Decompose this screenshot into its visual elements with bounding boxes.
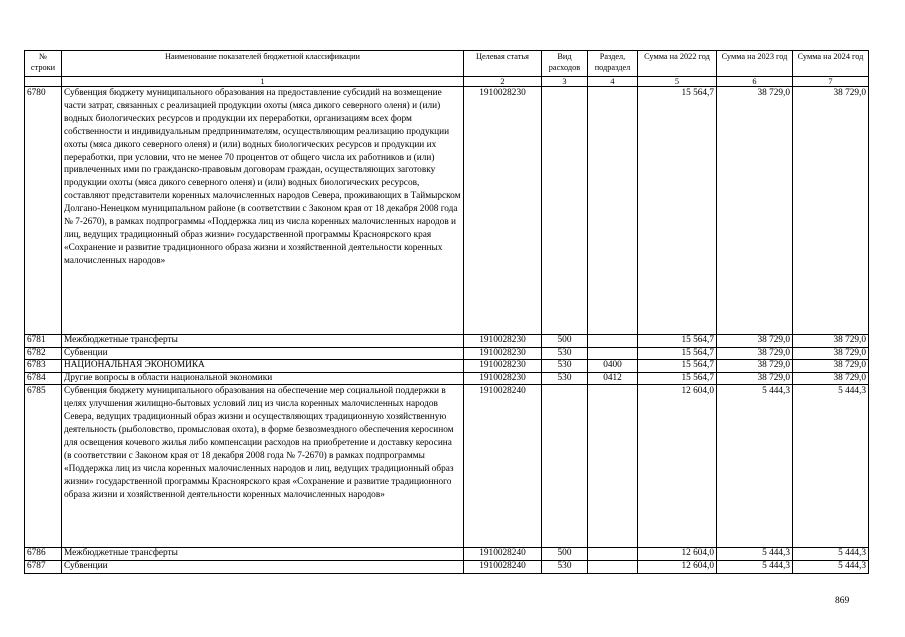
row-section <box>588 335 638 348</box>
row-number: 6781 <box>25 335 62 348</box>
row-sum-2024: 38 729,0 <box>793 372 869 385</box>
table-row <box>25 360 869 373</box>
page-number: 869 <box>835 596 850 606</box>
column-number: 3 <box>542 77 588 87</box>
row-section: 0400 <box>588 360 638 373</box>
row-name: Субвенция бюджету муниципального образования на предоставление субсидий на возмещение части затрат, связанных с реализацией продукции охоты (мяса дикого северного оленя) и (или) водных биологических ресурсов и продукции их переработки, организациям всех форм собственности и индивидуальным предпринимателям, осуществляющим реализацию продукции охоты (мяса дикого северного оленя) и (или) водных биологических ресурсов и продукции их переработки, при условии, что не менее 70 процентов от общего числа их работников и (или) привлеченных ими по гражданско-правовым договорам граждан, осуществляющих заготовку продукции охоты (мяса дикого северного оленя) и (или) водных биологических ресурсов, составляют представители коренных малочисленных народов Севера, проживающих в Таймырском Долгано-Ненецком муниципальном районе (в соответствии с Законом края от 18 декабря 2008 года № 7-2670), в рамках подпрограммы «Поддержка лиц из числа коренных малочисленных народов и лиц, ведущих традиционный образ жизни» государственной программы Красноярского края «Сохранение и развитие традиционного образа жизни и хозяйственной деятельности коренных малочисленных народов» <box>62 87 464 335</box>
row-sum-2024: 5 444,3 <box>793 548 869 561</box>
header-section: Раздел, подраздел <box>588 51 638 77</box>
row-name: Межбюджетные трансферты <box>62 548 464 561</box>
header-row-no: № строки <box>25 51 62 77</box>
header-sum-2023: Сумма на 2023 год <box>717 51 793 77</box>
header-row <box>25 51 869 77</box>
row-type: 530 <box>542 560 588 573</box>
row-name: Субвенции <box>62 560 464 573</box>
row-sum-2024: 38 729,0 <box>793 347 869 360</box>
row-sum-2024: 5 444,3 <box>793 560 869 573</box>
row-section: 0412 <box>588 372 638 385</box>
row-type <box>542 87 588 335</box>
header-name: Наименование показателей бюджетной классификации <box>62 51 464 77</box>
row-section <box>588 560 638 573</box>
row-sum-2023: 38 729,0 <box>717 347 793 360</box>
row-type: 500 <box>542 335 588 348</box>
row-target: 1910028240 <box>464 548 542 561</box>
header-target: Целевая статья <box>464 51 542 77</box>
column-number-row <box>25 77 869 87</box>
row-sum-2023: 38 729,0 <box>717 372 793 385</box>
row-type <box>542 385 588 548</box>
row-sum-2024: 38 729,0 <box>793 87 869 335</box>
row-number: 6784 <box>25 372 62 385</box>
table-row <box>25 385 869 548</box>
column-number: 2 <box>464 77 542 87</box>
row-type: 530 <box>542 347 588 360</box>
row-target: 1910028230 <box>464 372 542 385</box>
budget-table <box>24 50 869 574</box>
row-sum-2022: 12 604,0 <box>638 548 717 561</box>
table-row <box>25 87 869 335</box>
row-sum-2022: 15 564,7 <box>638 87 717 335</box>
row-target: 1910028230 <box>464 347 542 360</box>
column-number: 1 <box>62 77 464 87</box>
header-sum-2024: Сумма на 2024 год <box>793 51 869 77</box>
column-number: 6 <box>717 77 793 87</box>
row-target: 1910028240 <box>464 560 542 573</box>
table-row <box>25 548 869 561</box>
row-name: НАЦИОНАЛЬНАЯ ЭКОНОМИКА <box>62 360 464 373</box>
row-sum-2023: 38 729,0 <box>717 87 793 335</box>
table-row <box>25 560 869 573</box>
row-sum-2022: 15 564,7 <box>638 360 717 373</box>
column-number: 5 <box>638 77 717 87</box>
row-name: Другие вопросы в области национальной экономики <box>62 372 464 385</box>
row-target: 1910028240 <box>464 385 542 548</box>
row-sum-2022: 12 604,0 <box>638 385 717 548</box>
row-section <box>588 87 638 335</box>
row-number: 6782 <box>25 347 62 360</box>
row-section <box>588 385 638 548</box>
row-sum-2022: 15 564,7 <box>638 372 717 385</box>
row-target: 1910028230 <box>464 335 542 348</box>
row-target: 1910028230 <box>464 87 542 335</box>
column-number-empty <box>25 77 62 87</box>
row-sum-2023: 5 444,3 <box>717 385 793 548</box>
row-type: 530 <box>542 360 588 373</box>
column-number: 7 <box>793 77 869 87</box>
table-row <box>25 347 869 360</box>
row-sum-2022: 15 564,7 <box>638 335 717 348</box>
row-sum-2023: 5 444,3 <box>717 560 793 573</box>
row-sum-2023: 38 729,0 <box>717 360 793 373</box>
row-target: 1910028230 <box>464 360 542 373</box>
row-number: 6786 <box>25 548 62 561</box>
column-number: 4 <box>588 77 638 87</box>
table-row <box>25 335 869 348</box>
row-type: 530 <box>542 372 588 385</box>
row-number: 6780 <box>25 87 62 335</box>
row-sum-2024: 38 729,0 <box>793 360 869 373</box>
row-name: Субвенции <box>62 347 464 360</box>
row-number: 6787 <box>25 560 62 573</box>
row-sum-2022: 12 604,0 <box>638 560 717 573</box>
row-sum-2024: 38 729,0 <box>793 335 869 348</box>
row-sum-2024: 5 444,3 <box>793 385 869 548</box>
table-row <box>25 372 869 385</box>
header-type: Вид расходов <box>542 51 588 77</box>
row-sum-2023: 38 729,0 <box>717 335 793 348</box>
row-sum-2022: 15 564,7 <box>638 347 717 360</box>
row-type: 500 <box>542 548 588 561</box>
row-name: Субвенция бюджету муниципального образования на обеспечение мер социальной поддержки в целях улучшения жилищно-бытовых условий лиц из числа коренных малочисленных народов Севера, ведущих традиционный образ жизни и осуществляющих традиционную хозяйственную деятельность (рыболовство, промысловая охота), в форме безвозмездного обеспечения керосином для освещения кочевого жилья либо компенсации расходов на приобретение и доставку керосина (в соответствии с Законом края от 18 декабря 2008 года № 7-2670) в рамках подпрограммы «Поддержка лиц из числа коренных малочисленных народов и лиц, ведущих традиционный образ жизни» государственной программы Красноярского края «Сохранение и развитие традиционного образа жизни и хозяйственной деятельности коренных малочисленных народов» <box>62 385 464 548</box>
row-number: 6785 <box>25 385 62 548</box>
row-sum-2023: 5 444,3 <box>717 548 793 561</box>
header-sum-2022: Сумма на 2022 год <box>638 51 717 77</box>
row-section <box>588 548 638 561</box>
row-number: 6783 <box>25 360 62 373</box>
row-section <box>588 347 638 360</box>
row-name: Межбюджетные трансферты <box>62 335 464 348</box>
